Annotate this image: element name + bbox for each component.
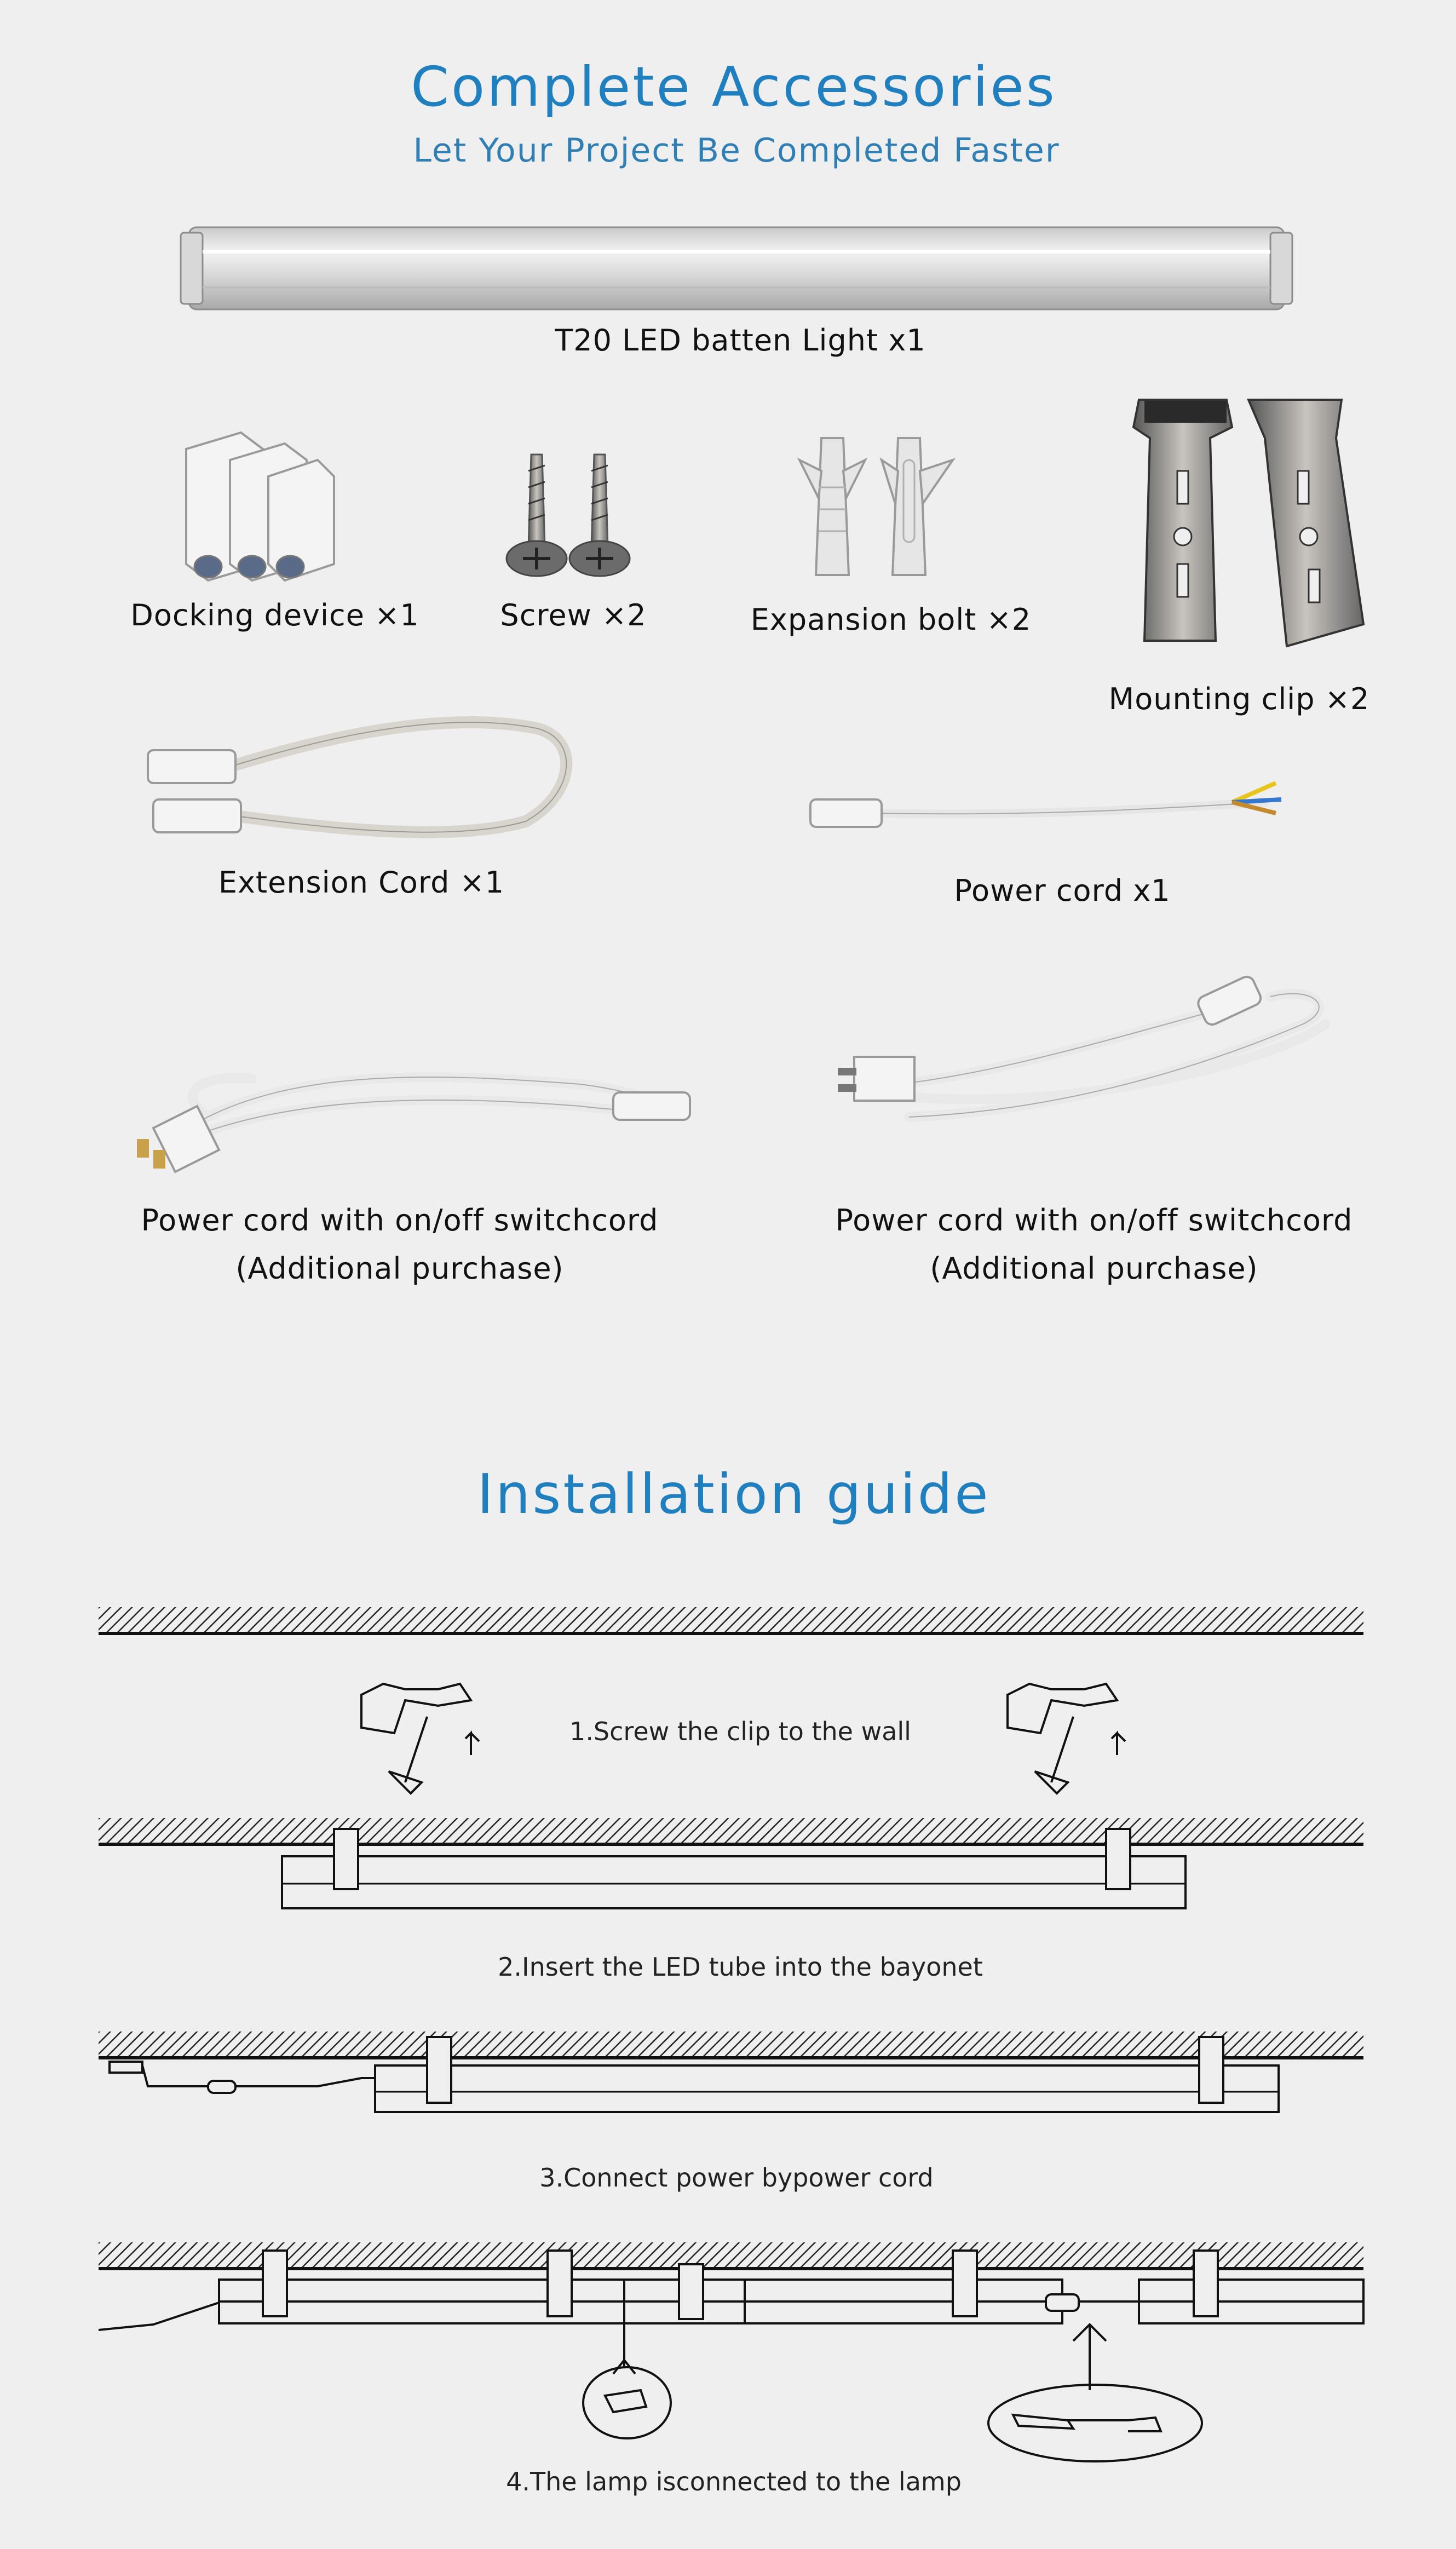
switch-cord-photo-left [131,1040,701,1183]
extension-cord-photo [142,706,575,843]
step3-label: 3.Connect power bypower cord [539,2163,934,2193]
extension-cord-label: Extension Cord ×1 [218,865,505,900]
switch-cord-photo-right [832,975,1347,1144]
switch-cord-right-line2: (Additional purchase) [930,1251,1258,1286]
step1-diagram [99,1607,1363,1793]
expansion-bolt-label: Expansion bolt ×2 [750,602,1032,637]
power-cord-label: Power cord x1 [954,873,1171,908]
installation-title: Installation guide [477,1462,991,1526]
switch-cord-left-line2: (Additional purchase) [235,1251,564,1286]
docking-device-label: Docking device ×1 [130,598,419,632]
docking-device-photo [175,427,339,586]
accessories-title: Complete Accessories [411,55,1057,119]
wall-hatch-icon [99,1607,1363,1633]
screw-label: Screw ×2 [500,598,647,632]
magnifier-icon [583,2324,1202,2461]
step4-label: 4.The lamp isconnected to the lamp [506,2467,962,2496]
batten-light-label: T20 LED batten Light x1 [555,323,926,358]
switch-cord-left-line1: Power cord with on/off switchcord [141,1203,659,1238]
expansion-bolt-photo [789,427,969,591]
step3-diagram [99,2032,1363,2127]
mounting-clip-photo [1133,394,1369,652]
screw-photo [498,449,641,580]
step1-label: 1.Screw the clip to the wall [569,1717,911,1746]
step2-diagram [99,1818,1363,1917]
step2-label: 2.Insert the LED tube into the bayonet [498,1952,983,1982]
switch-cord-left-caption [141,1196,659,1293]
switch-cord-right-caption [836,1196,1353,1293]
led-batten-photo [181,222,1292,318]
switch-cord-right-line1: Power cord with on/off switchcord [835,1203,1353,1238]
mounting-clip-label: Mounting clip ×2 [1108,682,1370,716]
accessories-subtitle: Let Your Project Be Completed Faster [413,131,1060,170]
power-cord-photo [805,772,1287,838]
step4-diagram [99,2242,1363,2439]
